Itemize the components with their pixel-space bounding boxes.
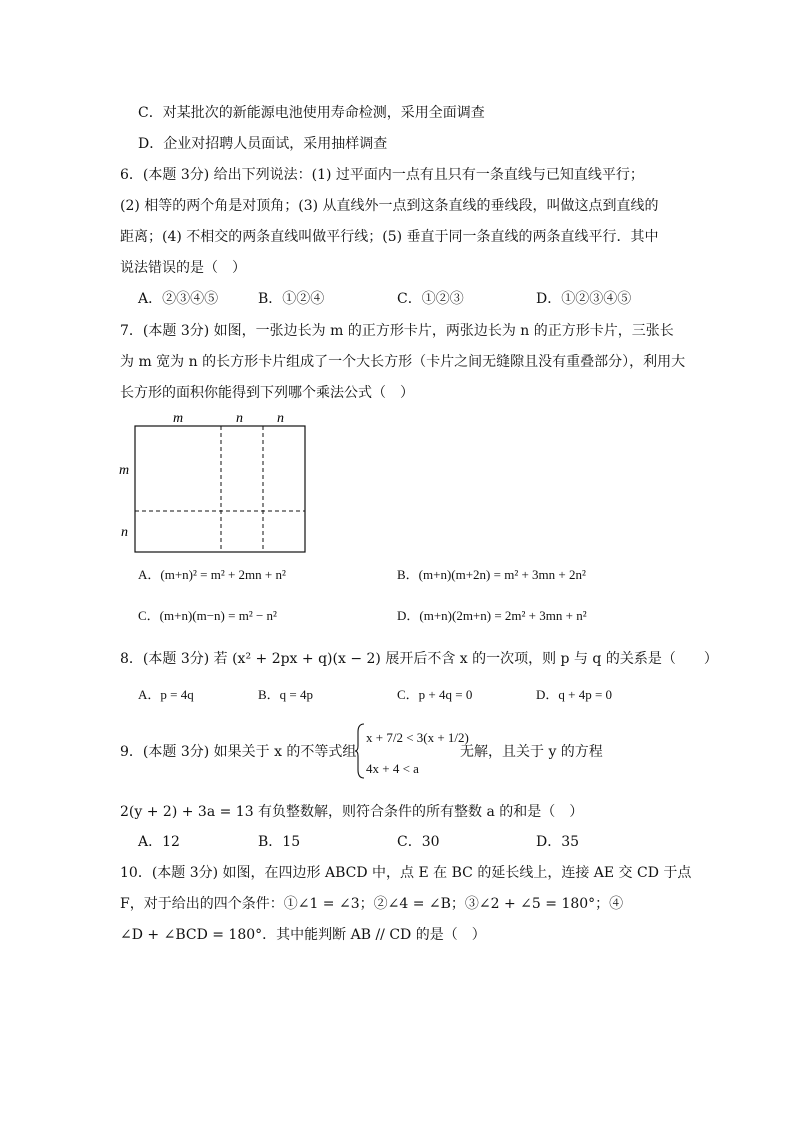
q7-label-left-m: m [119,463,130,478]
q7-rectangle-figure [112,408,312,558]
q8-option-a: A．p = 4q [138,687,194,702]
q7-stem-line-2: 为 m 宽为 n 的长方形卡片组成了一个大长方形（卡片之间无缝隙且没有重叠部分），利用大 [120,354,686,370]
q7-label-left-n: n [121,525,128,540]
q9-inequality-2: 4x + 4 < a [366,761,419,776]
q10-stem-line-2: F，对于给出的四个条件：①∠1 = ∠3；②∠4 = ∠B；③∠2 + ∠5 = 180°；④ [120,896,624,912]
q8-option-c: C．p + 4q = 0 [397,687,473,702]
q9-stem-prefix: 9．(本题 3分) 如果关于 x 的不等式组 [120,744,357,760]
q9-option-c: C．30 [397,834,440,850]
q9-option-d: D．35 [536,834,580,850]
q6-stem-line-1: 6．(本题 3分) 给出下列说法：(1) 过平面内一点有且只有一条直线与已知直线平行； [120,167,644,183]
q7-stem-line-1: 7．(本题 3分) 如图，一张边长为 m 的正方形卡片，两张边长为 n 的正方形卡片，三张长 [120,323,674,339]
q5-option-c: C．对某批次的新能源电池使用寿命检测，采用全面调查 [138,105,485,121]
q7-label-top-n1: n [236,411,243,426]
q7-label-top-n2: n [277,411,284,426]
q9-inequality-1: x + 7/2 < 3(x + 1/2) [366,730,469,745]
q7-option-a: A．(m+n)² = m² + 2mn + n² [138,567,286,582]
q9-stem-line-2: 2(y + 2) + 3a = 13 有负整数解，则符合条件的所有整数 a 的和是（ ） [120,804,584,820]
q7-label-top-m: m [173,411,184,426]
q8-option-d: D．q + 4p = 0 [536,687,613,702]
q7-option-c: C．(m+n)(m−n) = m² − n² [138,608,277,623]
q6-stem-line-4: 说法错误的是（ ） [120,260,246,276]
q8-stem: 8．(本题 3分) 若 (x² + 2px + q)(x − 2) 展开后不含 x 的一次项，则 p 与 q 的关系是（ ） [120,651,718,667]
q8-option-b: B．q = 4p [258,687,314,702]
q7-option-b: B．(m+n)(m+2n) = m² + 3mn + 2n² [397,567,586,582]
q6-option-d: D．①②③④⑤ [536,291,632,307]
q5-option-d: D．企业对招聘人员面试，采用抽样调查 [138,136,388,152]
q9-system-brace [354,722,366,780]
q6-option-c: C．①②③ [397,291,464,307]
q10-stem-line-3: ∠D + ∠BCD = 180°．其中能判断 AB // CD 的是（ ） [120,927,486,943]
q9-option-b: B．15 [258,834,301,850]
q7-option-d: D．(m+n)(2m+n) = 2m² + 3mn + n² [397,608,587,623]
q7-stem-line-3: 长方形的面积你能得到下列哪个乘法公式（ ） [120,385,414,401]
q6-option-b: B．①②④ [258,291,325,307]
q6-stem-line-2: (2) 相等的两个角是对顶角；(3) 从直线外一点到这条直线的垂线段，叫做这点到直线的 [120,198,659,214]
q6-option-a: A．②③④⑤ [138,291,219,307]
q9-stem-suffix: 无解，且关于 y 的方程 [460,744,603,760]
q9-option-a: A．12 [138,834,180,850]
q10-stem-line-1: 10．(本题 3分) 如图，在四边形 ABCD 中，点 E 在 BC 的延长线上，连接 AE 交 CD 于点 [120,865,692,881]
q6-stem-line-3: 距离；(4) 不相交的两条直线叫做平行线；(5) 垂直于同一条直线的两条直线平行．其中 [120,229,659,245]
